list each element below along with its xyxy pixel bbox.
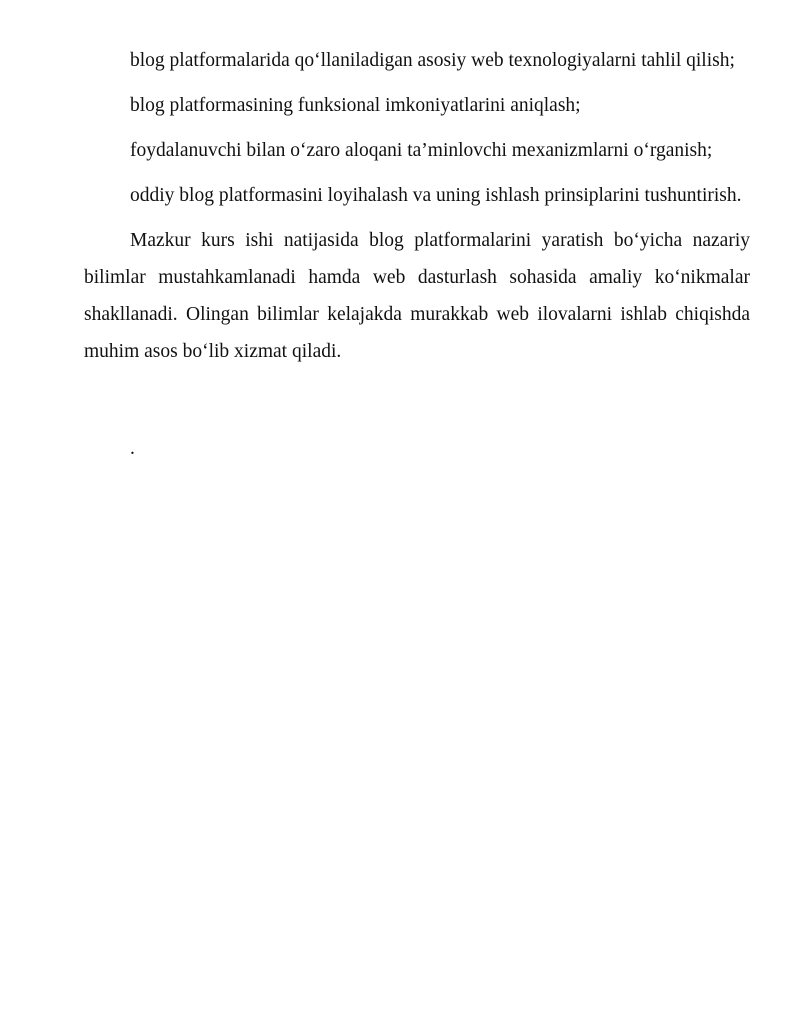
paragraph-web-technologies: blog platformalarida qo‘llaniladigan asosiy web texnologiyalarni tahlil qilish; [130,50,735,71]
trailing-period: . [130,438,135,459]
paragraph-design-principles: oddiy blog platformasini loyihalash va uning ishlash prinsiplarini tushuntirish. [130,185,742,206]
document-page [84,42,750,475]
paragraph-functional-capabilities: blog platformasining funksional imkoniyatlarini aniqlash; [130,95,581,116]
paragraph-conclusion: Mazkur kurs ishi natijasida blog platformalarini yaratish bo‘yicha nazariy bilimlar mustahkamlanadi hamda web dasturlash sohasida amaliy ko‘nikmalar shakllanadi. Olingan bilimlar kelajakda murakkab web ilovalarni ishlab chiqishda muhim asos bo‘lib xizmat qiladi. [84,230,750,362]
paragraph-user-interaction: foydalanuvchi bilan o‘zaro aloqani ta’minlovchi mexanizmlarni o‘rganish; [130,140,713,161]
